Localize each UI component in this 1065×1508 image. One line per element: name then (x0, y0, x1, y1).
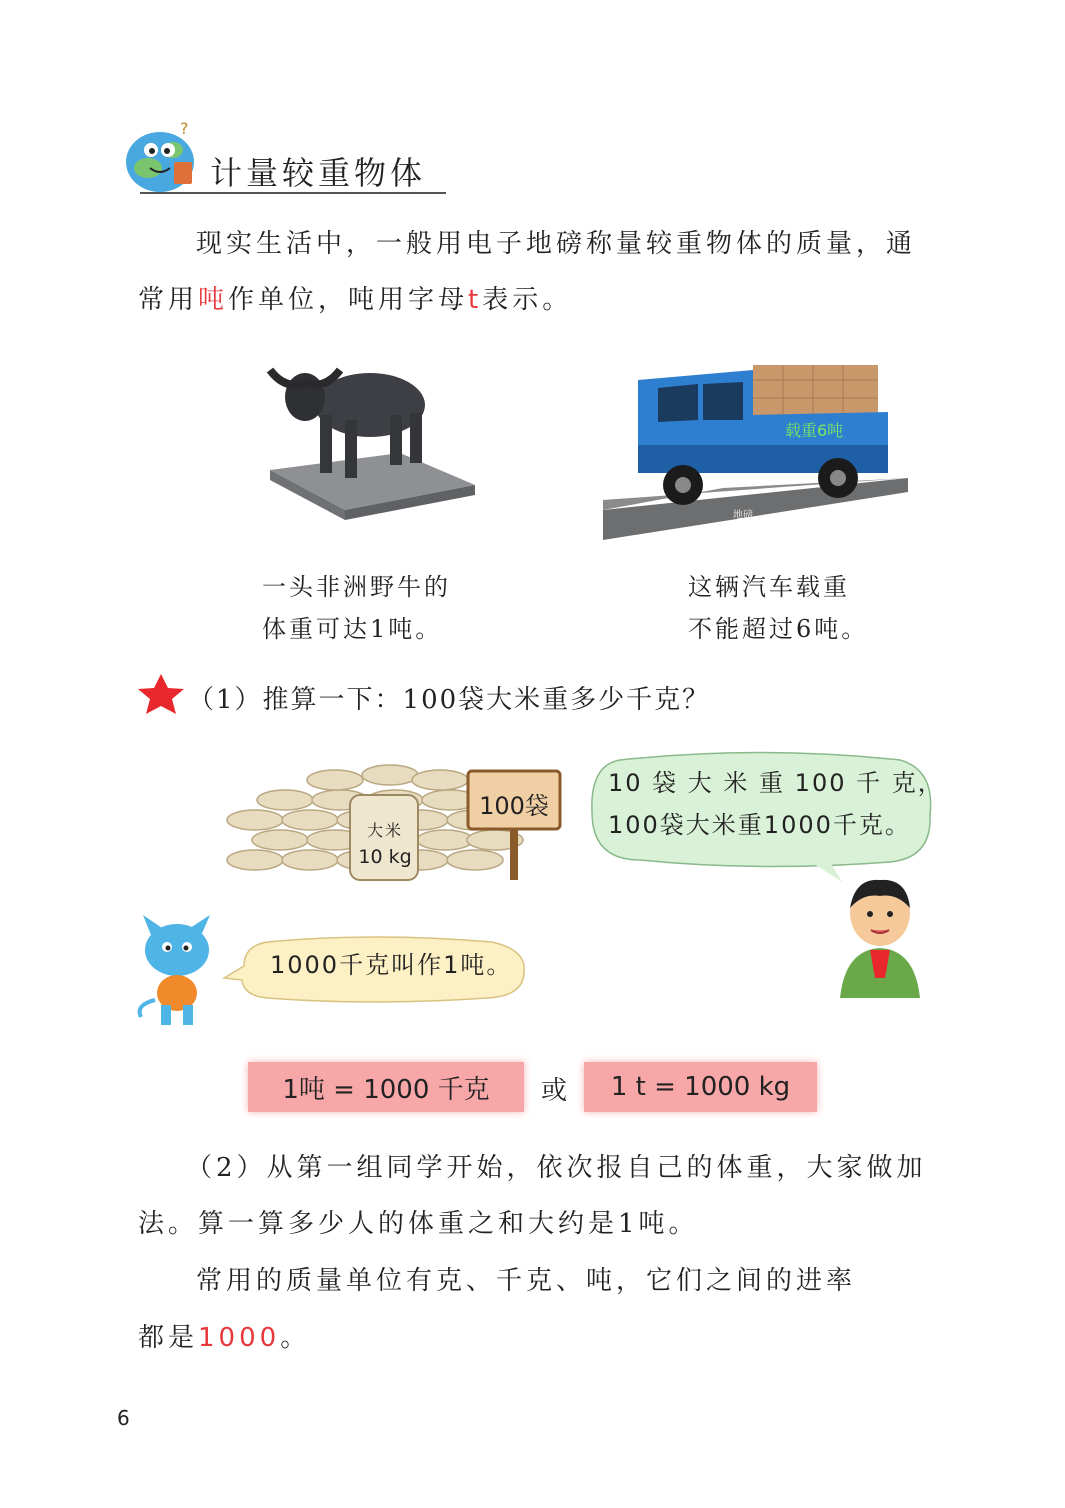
scale-label: 地磅 (733, 510, 753, 521)
star-icon (133, 670, 189, 720)
boy-character-image (835, 878, 925, 998)
truck-on-scale-image (603, 360, 908, 540)
rice-bag-weight: 10 kg (358, 846, 412, 868)
svg-text:?: ? (180, 119, 189, 138)
intro-line-1: 现实生活中，一般用电子地磅称量较重物体的质量，通 (196, 229, 917, 259)
truck-caption: 这辆汽车载重 不能超过6吨。 (688, 573, 869, 643)
cat-bubble-text: 1000千克叫作1吨。 (270, 951, 513, 979)
cat-character-image (135, 905, 225, 1030)
buffalo-caption: 一头非洲野牛的 体重可达1吨。 (262, 573, 451, 643)
globe-mascot-icon (118, 118, 208, 198)
rice-bag-label: 大米 (366, 821, 403, 840)
page-number: 6 (117, 1406, 130, 1430)
buffalo-on-scale-image (260, 345, 480, 540)
unit-symbol: t (468, 285, 483, 315)
intro-line-2: 常用吨作单位，吨用字母t表示。 (138, 285, 573, 315)
question-2-line-1: （2）从第一组同学开始，依次报自己的体重，大家做加 (186, 1153, 927, 1183)
question-1: （1）推算一下：100袋大米重多少千克？ (188, 685, 711, 715)
formula-symbol: 1 t = 1000 kg (584, 1062, 817, 1112)
title-underline (140, 192, 446, 194)
conclusion-line-2: 都是1000。 (138, 1323, 311, 1353)
conversion-rate: 1000 (198, 1323, 281, 1353)
question-2-line-2: 法。算一算多少人的体重之和大约是1吨。 (138, 1209, 699, 1239)
truck-load-label: 载重6吨 (785, 421, 844, 440)
unit-ton: 吨 (198, 285, 229, 315)
formula-or: 或 (541, 1076, 568, 1106)
conclusion-line-1: 常用的质量单位有克、千克、吨，它们之间的进率 (196, 1266, 857, 1296)
boy-bubble-text: 10 袋 大 米 重 100 千 克， 100袋大米重1000千克。 (608, 769, 944, 839)
sign-text: 100袋 (479, 792, 549, 820)
section-title: 计量较重物体 (210, 154, 427, 192)
formula-chinese: 1吨 = 1000 千克 (248, 1062, 524, 1112)
